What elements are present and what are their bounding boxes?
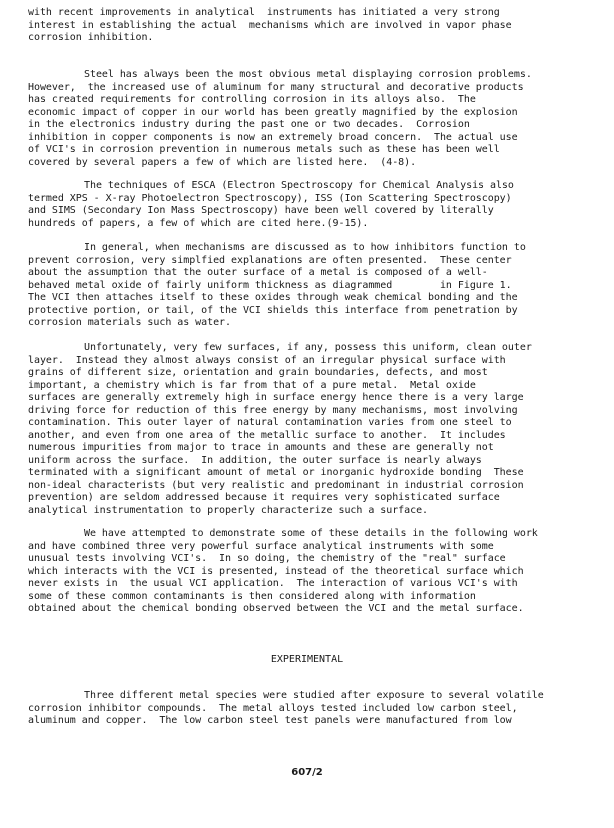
- text-line: protective portion, or tail, of the VCI shields this interface from penetration by: [28, 304, 518, 316]
- text-line: prevent corrosion, very simplfied explanations are often presented. These center: [28, 254, 512, 266]
- text-line: corrosion inhibition.: [28, 32, 154, 43]
- text-line: Steel has always been the most obvious metal displaying corrosion problems.: [84, 69, 532, 80]
- text-line: layer. Instead they almost always consist of an irregular physical surface with: [28, 354, 506, 366]
- text-line: surfaces are generally extremely high in surface energy hence there is a very large: [28, 392, 524, 403]
- text-line: behaved metal oxide of fairly uniform thickness as diagrammed in Figure 1.: [28, 279, 512, 291]
- text-line: contamination. This outer layer of natural contamination varies from one steel to: [28, 417, 512, 428]
- text-line: and have combined three very powerful surface analytical instruments with some: [28, 540, 494, 552]
- text-line: covered by several papers a few of which are listed here. (4-8).: [28, 156, 417, 168]
- section-heading-experimental: EXPERIMENTAL: [270, 654, 344, 665]
- text-line: which interacts with the VCI is presented, instead of the theoretical surface which: [28, 565, 524, 577]
- text-line: hundreds of papers, a few of which are cited here.(9-15).: [28, 217, 369, 229]
- text-line: non-ideal characterists (but very realistic and predominant in industrial corrosion: [28, 479, 524, 491]
- text-line: some of these common contaminants is then considered along with information: [28, 590, 476, 602]
- text-line: analytical instrumentation to properly characterize such a surface.: [28, 504, 429, 516]
- text-line: interest in establishing the actual mechanisms which are involved in vapor phase: [28, 19, 512, 31]
- text-line: corrosion materials such as water.: [28, 317, 231, 328]
- text-line: Unfortunately, very few surfaces, if any, possess this uniform, clean outer: [84, 342, 532, 353]
- text-line: In general, when mechanisms are discussed as to how inhibitors function to: [84, 242, 526, 253]
- text-line: Three different metal species were studied after exposure to several volatile: [84, 690, 544, 701]
- text-line: grains of different size, orientation and grain boundaries, defects, and most: [28, 367, 488, 378]
- text-line: numerous impurities from major to trace in amounts and these are generally not: [28, 442, 494, 453]
- text-line: corrosion inhibitor compounds. The metal alloys tested included low carbon steel,: [28, 702, 518, 714]
- text-line: prevention) are seldom addressed because it requires very sophisticated surface: [28, 492, 500, 503]
- text-line: important, a chemistry which is far from that of a pure metal. Metal oxide: [28, 379, 476, 391]
- paragraph-approach: [28, 528, 588, 616]
- text-line: However, the increased use of aluminum for many structural and decorative products: [28, 81, 524, 93]
- text-line: aluminum and copper. The low carbon steel test panels were manufactured from low: [28, 715, 512, 726]
- text-line: with recent improvements in analytical instruments has initiated a very strong: [28, 7, 500, 18]
- text-line: terminated with a significant amount of metal or inorganic hydroxide bonding These: [28, 467, 524, 478]
- text-line: termed XPS - X-ray Photoelectron Spectroscopy), ISS (Ion Scattering Spectroscopy): [28, 192, 512, 204]
- text-line: driving force for reduction of this free energy by many mechanisms, most involving: [28, 404, 518, 416]
- text-line: economic impact of copper in our world has been greatly magnified by the explosion: [28, 106, 518, 118]
- paragraph-mechanisms: [28, 242, 588, 330]
- text-line: and SIMS (Secondary Ion Mass Spectroscopy) have been well covered by literally: [28, 205, 494, 216]
- text-line: We have attempted to demonstrate some of these details in the following work: [84, 528, 538, 539]
- text-line: another, and even from one area of the metallic surface to another. It includes: [28, 429, 506, 441]
- text-line: unusual tests involving VCI's. In so doing, the chemistry of the "real" surface: [28, 553, 506, 564]
- text-line: of VCI's in corrosion prevention in numerous metals such as these has been well: [28, 144, 500, 155]
- paragraph-experimental: [28, 690, 588, 728]
- text-line: The techniques of ESCA (Electron Spectroscopy for Chemical Analysis also: [84, 180, 514, 191]
- text-line: about the assumption that the outer surface of a metal is composed of a well-: [28, 267, 488, 278]
- text-line: inhibition in copper components is now an extremely broad concern. The actual use: [28, 131, 518, 143]
- text-line: has created requirements for controlling corrosion in its alloys also. The: [28, 94, 476, 105]
- text-line: The VCI then attaches itself to these oxides through weak chemical bonding and the: [28, 292, 518, 303]
- paragraph-techniques: [28, 180, 588, 230]
- paragraph-surfaces: [28, 342, 588, 517]
- text-line: uniform across the surface. In addition, the outer surface is nearly always: [28, 454, 482, 466]
- page-number: 607/2: [291, 767, 323, 778]
- text-line: never exists in the usual VCI application. The interaction of various VCI's with: [28, 578, 518, 589]
- paragraph-intro-continuation: [28, 7, 588, 45]
- text-line: in the electronics industry during the past one or two decades. Corrosion: [28, 119, 470, 130]
- paragraph-metals: [28, 69, 588, 169]
- text-line: obtained about the chemical bonding observed between the VCI and the metal surface.: [28, 603, 524, 614]
